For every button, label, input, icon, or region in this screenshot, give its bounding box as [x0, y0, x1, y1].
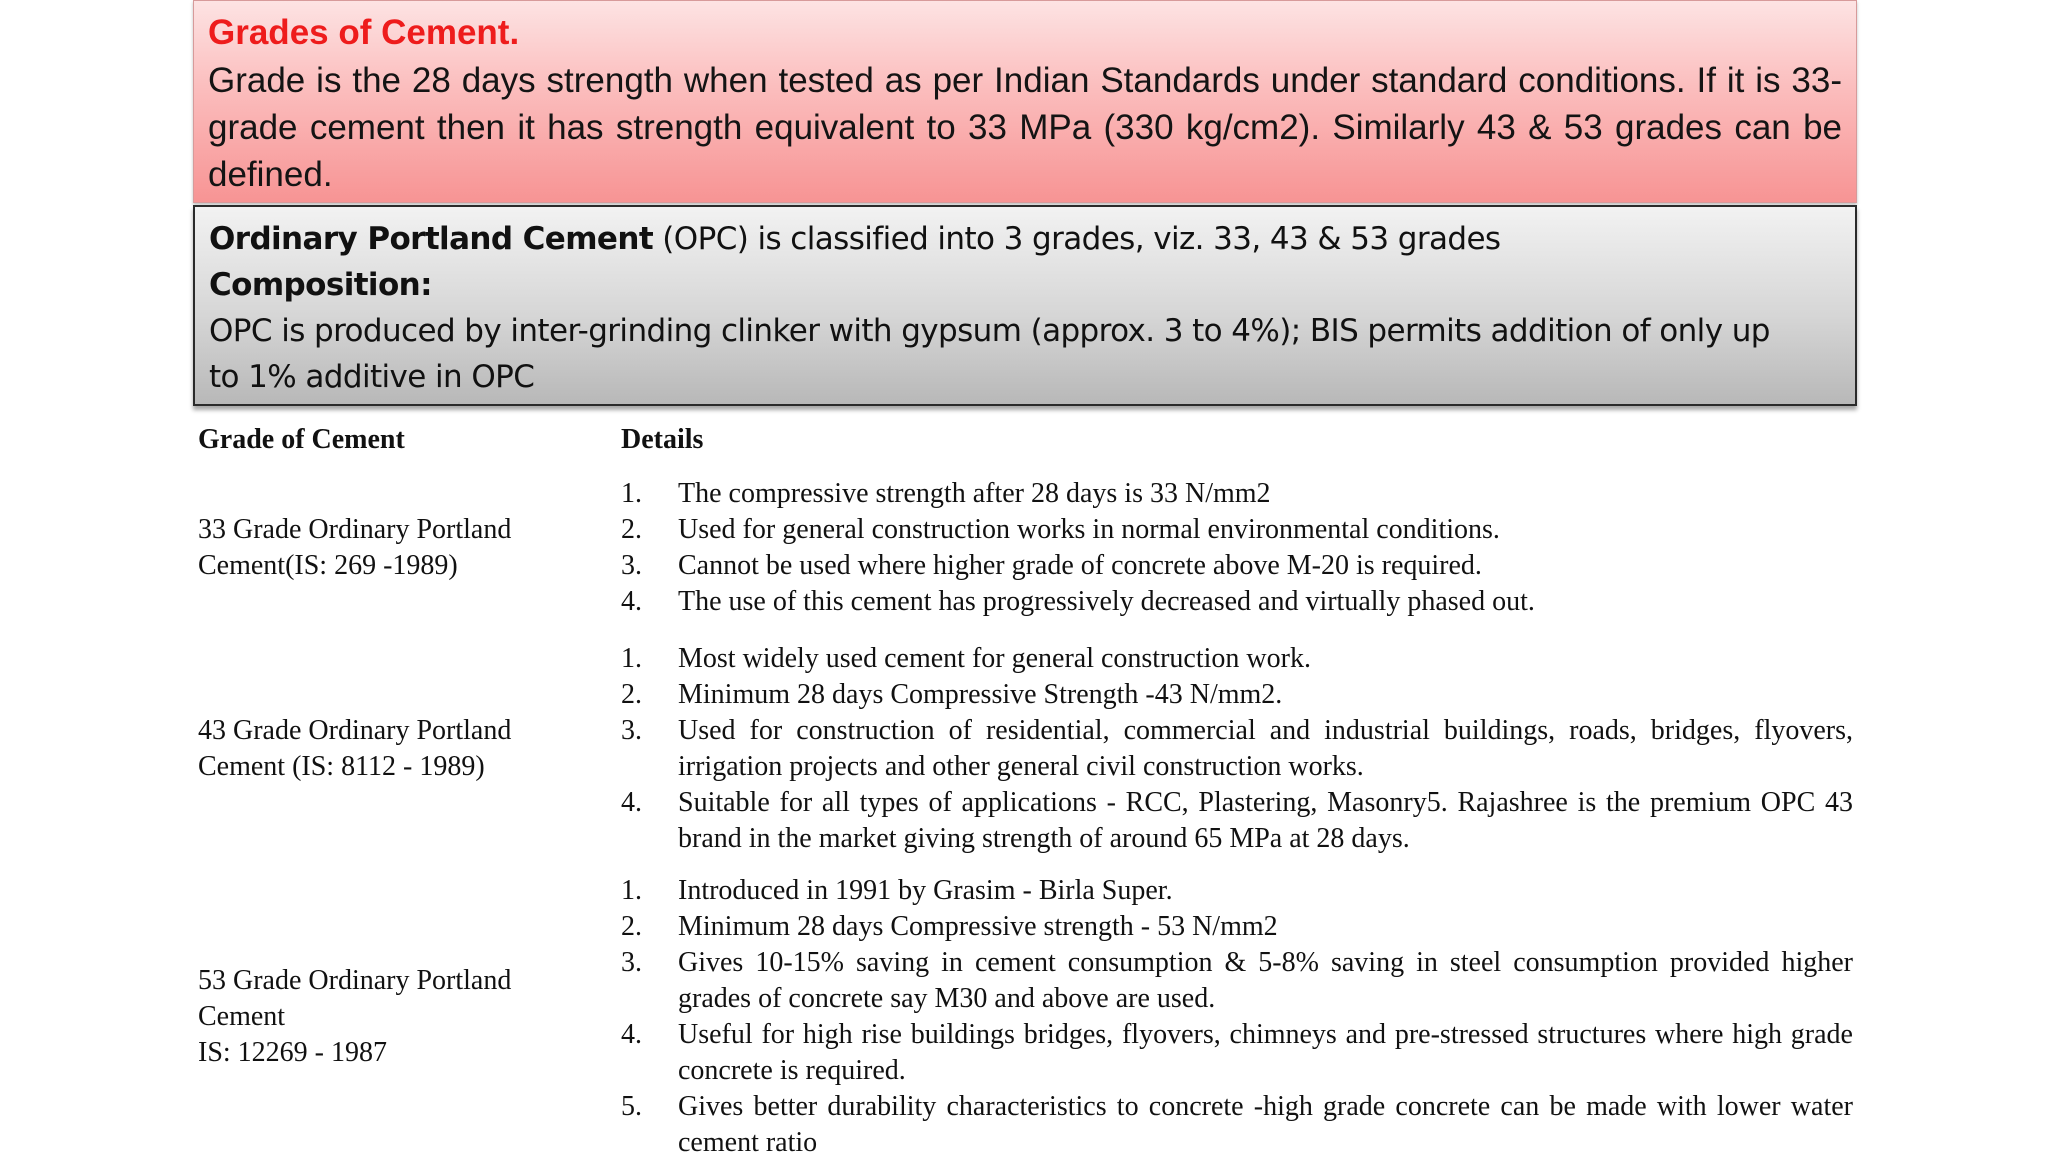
list-item: 4. Useful for high rise buildings bridges, flyovers, chimneys and pre-stressed structures where high grade concrete is required.: [621, 1019, 1853, 1086]
opc-info-box: [193, 205, 1857, 406]
composition-text-2: to 1% additive in OPC: [209, 359, 535, 395]
opc-classification: [209, 216, 1841, 262]
opc-name: Ordinary Portland Cement: [209, 221, 654, 257]
list-item: 1. Most widely used cement for general construction work.: [621, 643, 1311, 674]
composition-label: Composition:: [209, 267, 432, 303]
list-item: 2. Minimum 28 days Compressive strength - 53 N/mm2: [621, 911, 1278, 942]
list-item: 5. Gives better durability characteristics to concrete -high grade concrete can be made with lower water cement ratio: [621, 1091, 1853, 1158]
header-grade-of-cement: Grade of Cement: [198, 424, 405, 455]
grade-cell: 43 Grade Ordinary Portland Cement (IS: 8112 - 1989): [198, 715, 512, 782]
list-item: 3. Cannot be used where higher grade of concrete above M-20 is required.: [621, 550, 1482, 581]
grades-intro-text: Grade is the 28 days strength when tested as per Indian Standards under standard conditions. If it is 33-grade cement then it has strength equivalent to 33 MPa (330 kg/cm2). Similarly 43 & 53 grades can be defined.: [208, 61, 1842, 194]
details-list: [621, 641, 1853, 857]
list-item: 4. The use of this cement has progressively decreased and virtually phased out.: [621, 586, 1535, 617]
grade-cell: 33 Grade Ordinary Portland Cement(IS: 269 -1989): [198, 514, 512, 581]
grades-intro-box: [193, 0, 1857, 203]
details-list: [621, 873, 1853, 1161]
opc-classification-text: (OPC) is classified into 3 grades, viz. 33, 43 & 53 grades: [653, 221, 1501, 257]
list-item: 4. Suitable for all types of applications - RCC, Plastering, Masonry5. Rajashree is the premium OPC 43 brand in the market giving strength of around 65 MPa at 28 days.: [621, 787, 1853, 854]
list-item: 2. Used for general construction works in normal environmental conditions.: [621, 514, 1500, 545]
list-item: 2. Minimum 28 days Compressive Strength -43 N/mm2.: [621, 679, 1283, 710]
list-item: 3. Gives 10-15% saving in cement consumption & 5-8% saving in steel consumption provided higher grades of concrete say M30 and above are used.: [621, 947, 1853, 1014]
list-item: 3. Used for construction of residential, commercial and industrial buildings, roads, bridges, flyovers, irrigation projects and other general civil construction works.: [621, 715, 1853, 782]
grade-cell: 53 Grade Ordinary Portland Cement IS: 12269 - 1987: [198, 965, 512, 1068]
list-item: 1. The compressive strength after 28 days is 33 N/mm2: [621, 478, 1271, 509]
slide-title: Grades of Cement.: [208, 13, 520, 52]
composition-text-1: OPC is produced by inter-grinding clinker with gypsum (approx. 3 to 4%); BIS permits addition of only up: [209, 313, 1770, 349]
list-item: 1. Introduced in 1991 by Grasim - Birla Super.: [621, 875, 1173, 906]
header-details: Details: [621, 424, 704, 455]
details-list: [621, 476, 1853, 620]
